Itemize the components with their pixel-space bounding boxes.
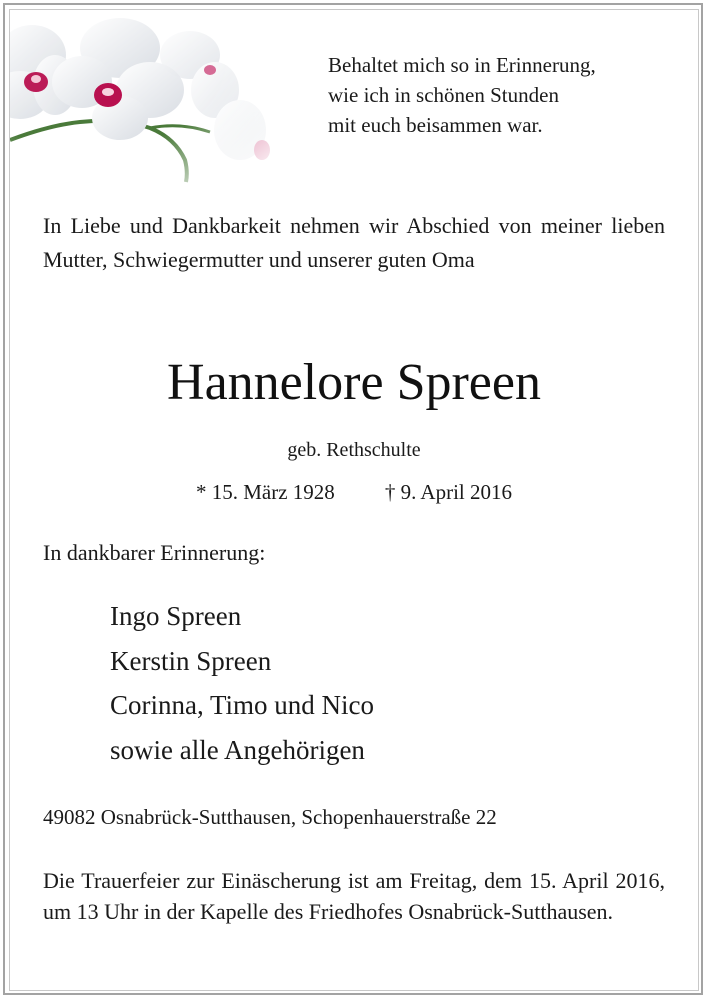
maiden-name: geb. Rethschulte bbox=[287, 439, 421, 461]
mourner: Corinna, Timo und Nico bbox=[110, 690, 375, 720]
intro-text: In Liebe und Dankbarkeit nehmen wir Abschied von meiner lieben Mutter, Schwiegermutter und unserer guten Oma bbox=[43, 213, 665, 272]
mourners-list bbox=[110, 594, 374, 772]
address: 49082 Osnabrück-Sutthausen, Schopenhauerstraße 22 bbox=[43, 805, 497, 829]
life-dates bbox=[0, 479, 708, 505]
epigraph bbox=[328, 50, 668, 140]
mourner: Kerstin Spreen bbox=[110, 645, 272, 676]
epigraph-line: Behaltet mich so in Erinnerung, bbox=[328, 53, 596, 77]
mourner: sowie alle Angehörigen bbox=[110, 734, 365, 765]
orchid-image bbox=[10, 10, 275, 185]
birth-date: * 15. März 1928 bbox=[196, 480, 335, 504]
remembrance-heading: In dankbarer Erinnerung: bbox=[43, 540, 266, 565]
mourner: Ingo Spreen bbox=[110, 601, 242, 631]
service-text: Die Trauerfeier zur Einäscherung ist am Freitag, dem 15. April 2016, um 13 Uhr in der Kapelle des Friedhofes Osnabrück-Sutthausen. bbox=[43, 868, 665, 924]
deceased-name: Hannelore Spreen bbox=[167, 354, 541, 411]
death-date: † 9. April 2016 bbox=[384, 480, 512, 504]
epigraph-line: mit euch beisammen war. bbox=[328, 113, 543, 137]
epigraph-line: wie ich in schönen Stunden bbox=[328, 83, 559, 107]
